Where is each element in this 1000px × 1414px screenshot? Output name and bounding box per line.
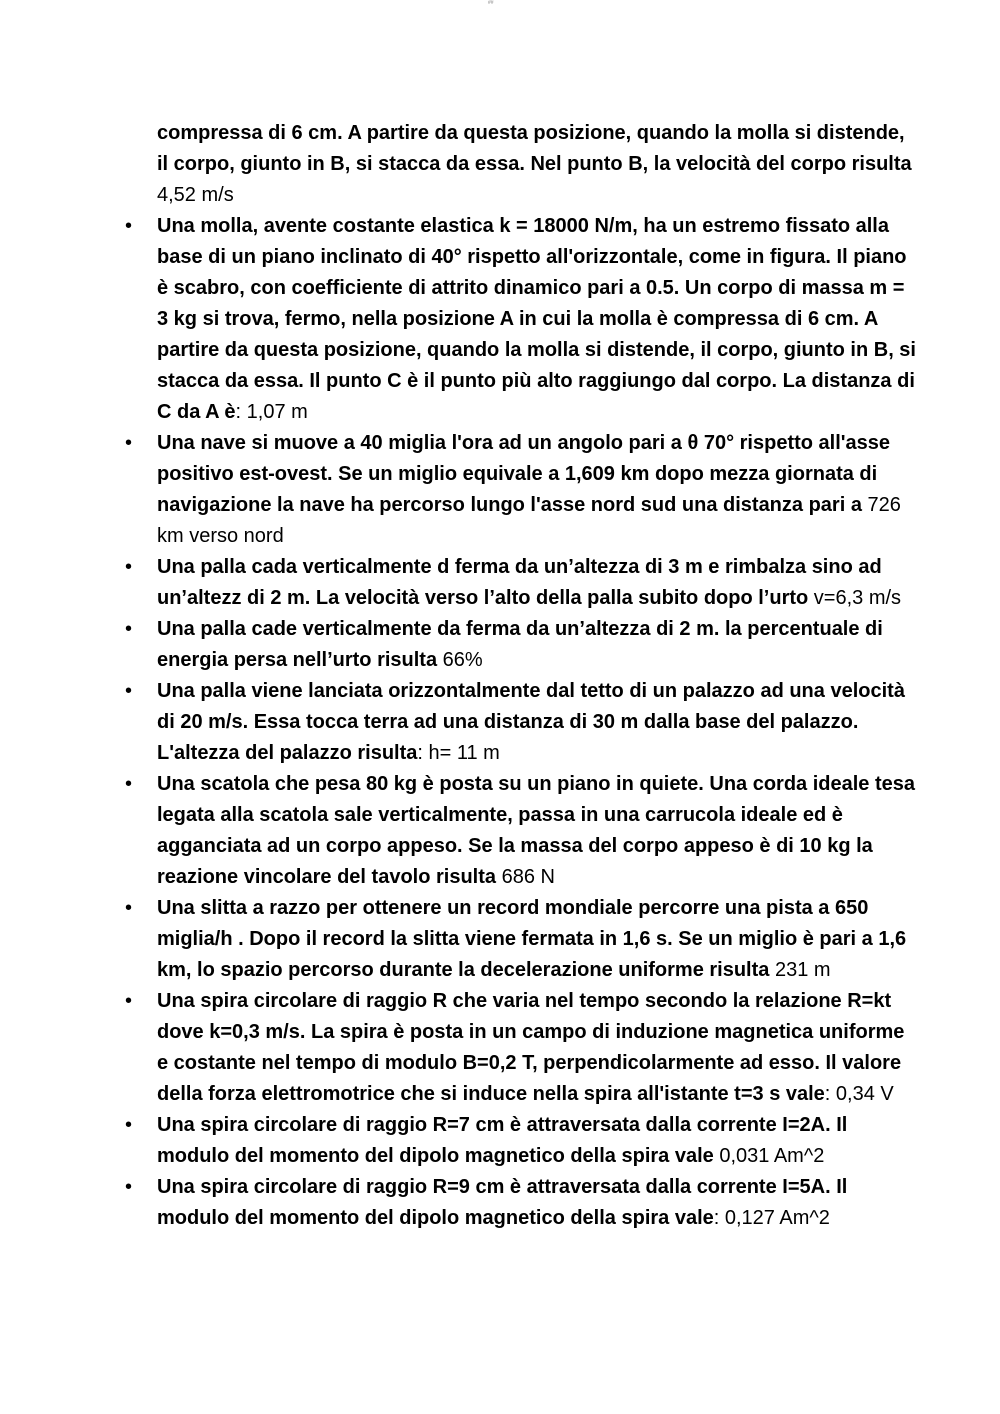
list-item (125, 986, 917, 1110)
bullet-icon: • (125, 990, 133, 1012)
answer-text: 686 N (496, 866, 555, 888)
question-list (125, 211, 917, 1234)
question-text: Una palla cade verticalmente da ferma da un’altezza di 2 m. la percentuale di energia persa nell’urto risulta (157, 618, 883, 671)
list-item (125, 211, 917, 428)
question-text: Una palla viene lanciata orizzontalmente dal tetto di un palazzo ad una velocità di 20 m/s. Essa tocca terra ad una distanza di 30 m dalla base del palazzo. L'altezza del palazzo risulta (157, 680, 905, 764)
list-item (125, 552, 917, 614)
answer-text: 66% (437, 649, 483, 671)
question-text: Una spira circolare di raggio R=9 cm è attraversata dalla corrente I=5A. Il modulo del momento del dipolo magnetico della spira vale (157, 1176, 848, 1229)
answer-text: : 0,127 Am^2 (713, 1207, 830, 1229)
continued-paragraph (157, 118, 917, 211)
answer-text: 4,52 m/s (157, 184, 234, 206)
answer-text: : 0,34 V (824, 1083, 894, 1105)
answer-text: : 1,07 m (235, 401, 308, 423)
bullet-icon: • (125, 432, 133, 454)
list-item (125, 769, 917, 893)
bullet-icon: • (125, 773, 133, 795)
question-text: Una molla, avente costante elastica k = 18000 N/m, ha un estremo fissato alla base di un piano inclinato di 40° rispetto all'orizzontale, come in figura. Il piano è scabro, con coefficiente di attrito dinamico pari a 0.5. Un corpo di massa m = 3 kg si trova, fermo, nella posizione A in cui la molla è compressa di 6 cm. A partire da questa posizione, quando la molla si distende, il corpo, giunto in B, si stacca da essa. Il punto C è il punto più alto raggiungo dal corpo. La distanza di C da A è (157, 215, 916, 423)
answer-text: 726 km verso nord (157, 494, 901, 547)
question-text: Una nave si muove a 40 miglia l'ora ad un angolo pari a θ 70° rispetto all'asse positivo est-ovest. Se un miglio equivale a 1,609 km dopo mezza giornata di navigazione la nave ha percorso lungo l'asse nord sud una distanza pari a (157, 432, 891, 516)
bullet-icon: • (125, 680, 133, 702)
list-item (125, 1110, 917, 1172)
answer-text: v=6,3 m/s (808, 587, 902, 609)
question-text: Una spira circolare di raggio R=7 cm è attraversata dalla corrente I=2A. Il modulo del momento del dipolo magnetico della spira vale (157, 1114, 848, 1167)
question-text: compressa di 6 cm. A partire da questa posizione, quando la molla si distende, il corpo, giunto in B, si stacca da essa. Nel punto B, la velocità del corpo risulta (157, 122, 912, 175)
bullet-icon: • (125, 215, 133, 237)
question-text: Una slitta a razzo per ottenere un record mondiale percorre una pista a 650 miglia/h . Dopo il record la slitta viene fermata in 1,6 s. Se un miglio è pari a 1,6 km, lo spazio percorso durante la decelerazione uniforme risulta (157, 897, 907, 981)
list-item (125, 614, 917, 676)
bullet-icon: • (125, 897, 133, 919)
bullet-icon: • (125, 556, 133, 578)
list-item (125, 893, 917, 986)
answer-text: : h= 11 m (417, 742, 500, 764)
bullet-icon: • (125, 1114, 133, 1136)
list-item (125, 428, 917, 552)
header-mark: ## (488, 0, 494, 6)
bullet-icon: • (125, 618, 133, 640)
list-item (125, 676, 917, 769)
bullet-icon: • (125, 1176, 133, 1198)
question-text: Una palla cada verticalmente d ferma da un’altezza di 3 m e rimbalza sino ad un’altezz di 2 m. La velocità verso l’alto della palla subito dopo l’urto (157, 556, 882, 609)
answer-text: 0,031 Am^2 (713, 1145, 825, 1167)
question-text: Una spira circolare di raggio R che varia nel tempo secondo la relazione R=kt dove k=0,3 m/s. La spira è posta in un campo di induzione magnetica uniforme e costante nel tempo di modulo B=0,2 T, perpendicolarmente ad esso. Il valore della forza elettromotrice che si induce nella spira all'istante t=3 s vale (157, 990, 905, 1105)
answer-text: 231 m (769, 959, 831, 981)
question-text: Una scatola che pesa 80 kg è posta su un piano in quiete. Una corda ideale tesa legata alla scatola sale verticalmente, passa in una carrucola ideale ed è agganciata ad un corpo appeso. Se la massa del corpo appeso è di 10 kg la reazione vincolare del tavolo risulta (157, 773, 916, 888)
list-item (125, 1172, 917, 1234)
document-content (125, 118, 917, 1234)
